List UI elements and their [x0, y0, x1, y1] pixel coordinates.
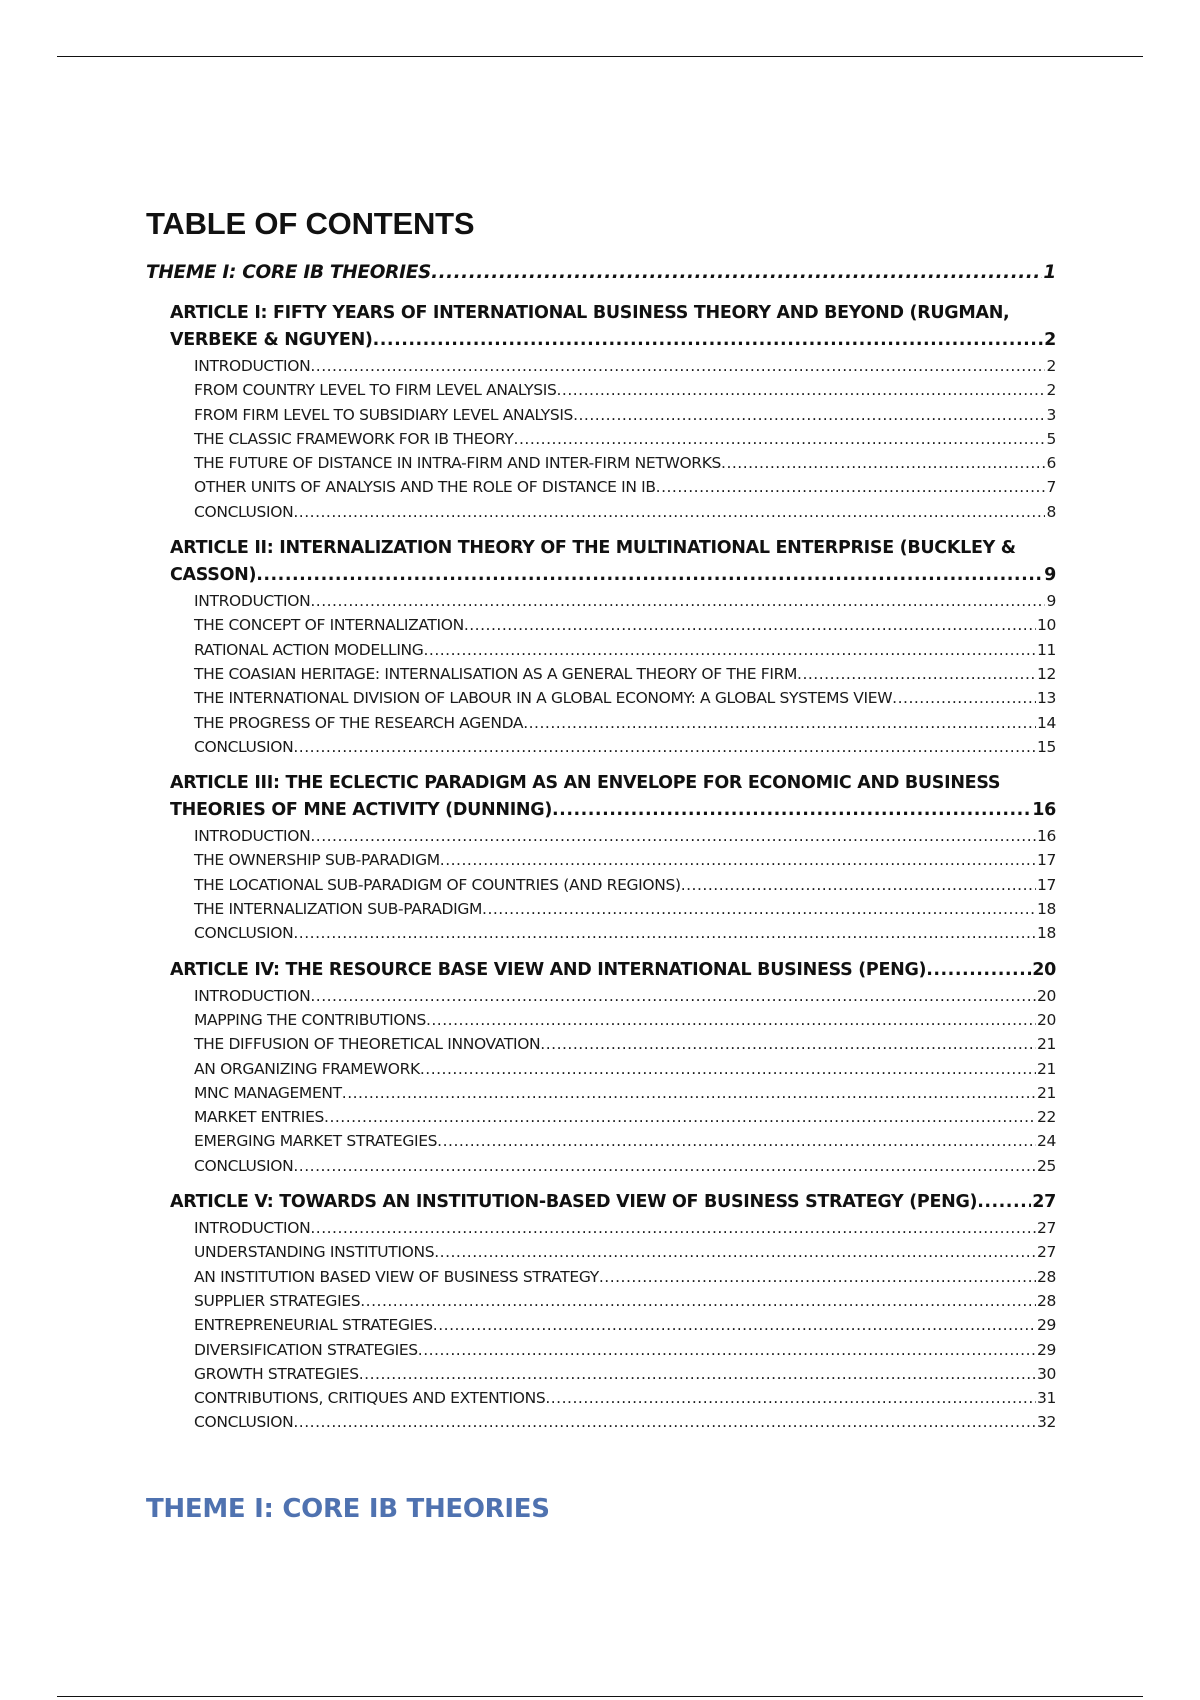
toc-entry-page: 17	[1036, 875, 1056, 894]
toc-entry-section[interactable]	[194, 1313, 1056, 1337]
toc-entry-label: ENTREPRENEURIAL STRATEGIES	[194, 1316, 433, 1335]
dot-leader	[514, 427, 1046, 451]
toc-article-title-line: ARTICLE I: FIFTY YEARS OF INTERNATIONAL BUSINESS THEORY AND BEYOND (RUGMAN,	[170, 303, 1010, 323]
toc-entry-label: FROM COUNTRY LEVEL TO FIRM LEVEL ANALYSIS	[194, 381, 557, 400]
toc-entry-section[interactable]	[194, 378, 1056, 402]
toc-entry-label: UNDERSTANDING INSTITUTIONS	[194, 1243, 435, 1262]
toc-entry-label: THE OWNERSHIP SUB-PARADIGM	[194, 851, 440, 870]
header-rule	[57, 56, 1143, 57]
toc-entry-section[interactable]	[194, 1240, 1056, 1264]
toc-entry-section[interactable]	[194, 1265, 1056, 1289]
toc-entry-section[interactable]	[194, 848, 1056, 872]
toc-entry-label: MNC MANAGEMENT	[194, 1083, 342, 1102]
dot-leader	[681, 873, 1036, 897]
toc-entry-section[interactable]	[194, 1386, 1056, 1410]
toc-entry-section[interactable]	[194, 897, 1056, 921]
toc-article-title-leader-line	[170, 1189, 1056, 1216]
toc-entry-page: 20	[1032, 959, 1056, 980]
toc-entry-page: 11	[1036, 640, 1056, 659]
dot-leader	[293, 735, 1036, 759]
toc-entry-section[interactable]	[194, 1289, 1056, 1313]
toc-article-block	[146, 1189, 1056, 1435]
dot-leader	[423, 638, 1036, 662]
toc-entry-section[interactable]	[194, 1032, 1056, 1056]
dot-leader	[573, 403, 1045, 427]
toc-entry-section[interactable]	[194, 427, 1056, 451]
dot-leader	[545, 1386, 1036, 1410]
toc-entry-page: 27	[1032, 1192, 1056, 1213]
article-list	[146, 300, 1056, 1435]
toc-article-title-leader-line	[170, 562, 1056, 589]
toc-entry-page: 5	[1046, 429, 1056, 448]
toc-entry-page: 12	[1036, 664, 1056, 683]
toc-entry-section[interactable]	[194, 354, 1056, 378]
dot-leader	[797, 662, 1036, 686]
dot-leader	[426, 1008, 1036, 1032]
toc-entry-section[interactable]	[194, 638, 1056, 662]
dot-leader	[556, 378, 1045, 402]
toc-entry-label: GROWTH STRATEGIES	[194, 1364, 359, 1383]
toc-entry-label: THE CLASSIC FRAMEWORK FOR IB THEORY	[194, 429, 514, 448]
dot-leader	[656, 475, 1046, 499]
toc-title: TABLE OF CONTENTS	[146, 206, 475, 241]
dot-leader	[977, 1189, 1031, 1216]
toc-entry-section[interactable]	[194, 1338, 1056, 1362]
toc-entry-page: 21	[1036, 1083, 1056, 1102]
toc-entry-label: OTHER UNITS OF ANALYSIS AND THE ROLE OF DISTANCE IN IB	[194, 478, 656, 497]
toc-entry-label: THE LOCATIONAL SUB-PARADIGM OF COUNTRIES (AND REGIONS)	[194, 875, 681, 894]
dot-leader	[420, 1057, 1036, 1081]
dot-leader	[599, 1265, 1036, 1289]
dot-leader	[437, 1129, 1036, 1153]
toc-entry-page: 31	[1036, 1389, 1056, 1408]
toc-entry-page: 27	[1036, 1243, 1056, 1262]
dot-leader	[552, 797, 1031, 824]
toc-entry-section[interactable]	[194, 873, 1056, 897]
toc-entry-article-4[interactable]	[170, 957, 1056, 984]
toc-entry-page: 7	[1046, 478, 1056, 497]
toc-entry-page: 29	[1036, 1316, 1056, 1335]
dot-leader	[310, 354, 1045, 378]
toc-entry-theme-1[interactable]	[146, 258, 1056, 288]
toc-entry-page: 16	[1032, 800, 1056, 821]
toc-article-title-leader-line	[170, 797, 1056, 824]
dot-leader	[293, 1410, 1036, 1434]
toc-entry-page: 27	[1036, 1219, 1056, 1238]
dot-leader	[324, 1105, 1036, 1129]
section-heading-theme-1: THEME I: CORE IB THEORIES	[146, 1494, 550, 1524]
toc-entry-page: 21	[1036, 1035, 1056, 1054]
toc-entry-section[interactable]	[194, 921, 1056, 945]
dot-leader	[293, 1154, 1036, 1178]
toc-article-block	[146, 770, 1056, 945]
toc-entry-section[interactable]	[194, 711, 1056, 735]
toc-entry-label: ARTICLE IV: THE RESOURCE BASE VIEW AND INTERNATIONAL BUSINESS (PENG)	[170, 959, 927, 980]
toc-entry-label: THEORIES OF MNE ACTIVITY (DUNNING)	[170, 800, 553, 821]
toc-entry-page: 2	[1046, 357, 1056, 375]
toc-entry-page: 2	[1044, 330, 1056, 350]
toc-entry-section[interactable]	[194, 824, 1056, 848]
toc-entry-article-2[interactable]	[170, 535, 1056, 589]
toc-entry-label: AN INSTITUTION BASED VIEW OF BUSINESS STRATEGY	[194, 1267, 599, 1286]
toc-article-title-line: ARTICLE III: THE ECLECTIC PARADIGM AS AN ENVELOPE FOR ECONOMIC AND BUSINESS	[170, 773, 1001, 794]
dot-leader	[293, 500, 1045, 524]
footer-rule	[57, 1696, 1143, 1697]
toc-entry-article-1[interactable]	[170, 300, 1056, 354]
toc-entry-page: 13	[1036, 689, 1056, 708]
dot-leader	[721, 451, 1045, 475]
toc-entry-label: CONTRIBUTIONS, CRITIQUES AND EXTENTIONS	[194, 1389, 546, 1408]
toc-entry-section[interactable]	[194, 1008, 1056, 1032]
toc-entry-section[interactable]	[194, 1362, 1056, 1386]
toc-article-title-leader-line	[170, 327, 1056, 354]
toc-entry-label: FROM FIRM LEVEL TO SUBSIDIARY LEVEL ANALYSIS	[194, 405, 574, 424]
dot-leader	[433, 1313, 1036, 1337]
toc-entry-page: 17	[1036, 851, 1056, 870]
toc-entry-label: INTRODUCTION	[194, 827, 311, 846]
toc-entry-page: 8	[1046, 502, 1056, 521]
toc-article-block	[146, 535, 1056, 759]
toc-entry-page: 9	[1044, 565, 1056, 586]
toc-entry-article-3[interactable]	[170, 770, 1056, 824]
toc-entry-section[interactable]	[194, 589, 1056, 613]
toc-entry-page: 9	[1046, 592, 1056, 611]
toc-entry-section[interactable]	[194, 1057, 1056, 1081]
toc-entry-label: THE CONCEPT OF INTERNALIZATION	[194, 616, 464, 635]
toc-entry-label: CONCLUSION	[194, 1156, 294, 1175]
dot-leader	[310, 589, 1045, 613]
toc-entry-page: 21	[1036, 1059, 1056, 1078]
toc-entry-label: THE INTERNATIONAL DIVISION OF LABOUR IN A GLOBAL ECONOMY: A GLOBAL SYSTEMS VIEW	[194, 689, 893, 708]
toc-entry-label: INTRODUCTION	[194, 986, 311, 1005]
toc-entry-section[interactable]	[194, 686, 1056, 710]
toc-entry-section[interactable]	[194, 735, 1056, 759]
toc-entry-page: 29	[1036, 1340, 1056, 1359]
toc-article-block	[146, 957, 1056, 1178]
toc-entry-label: RATIONAL ACTION MODELLING	[194, 640, 424, 659]
toc-entry-page: 24	[1036, 1132, 1056, 1151]
toc-entry-label: CASSON)	[170, 565, 257, 586]
toc-entry-page: 6	[1046, 454, 1056, 473]
toc-entry-label: VERBEKE & NGUYEN)	[170, 330, 373, 350]
toc-entry-label: CONCLUSION	[194, 737, 294, 756]
toc-entry-section[interactable]	[194, 475, 1056, 499]
toc-entry-page: 18	[1036, 924, 1056, 943]
dot-leader	[418, 1338, 1036, 1362]
dot-leader	[310, 824, 1036, 848]
toc-entry-label: THE COASIAN HERITAGE: INTERNALISATION AS A GENERAL THEORY OF THE FIRM	[194, 664, 798, 683]
dot-leader	[342, 1081, 1036, 1105]
toc-entry-section[interactable]	[194, 1081, 1056, 1105]
toc-entry-page: 15	[1036, 737, 1056, 756]
toc-entry-article-5[interactable]	[170, 1189, 1056, 1216]
table-of-contents	[146, 258, 1056, 1435]
toc-entry-label: INTRODUCTION	[194, 1219, 311, 1238]
toc-entry-label: MARKET ENTRIES	[194, 1108, 325, 1127]
toc-entry-label: INTRODUCTION	[194, 357, 311, 375]
toc-entry-label: THE INTERNALIZATION SUB-PARADIGM	[194, 900, 483, 919]
toc-entry-label: CONCLUSION	[194, 502, 294, 521]
dot-leader	[431, 258, 1042, 288]
toc-article-title-leader-line	[170, 957, 1056, 984]
dot-leader	[540, 1032, 1036, 1056]
toc-article-block	[146, 300, 1056, 524]
toc-article-title-line: ARTICLE II: INTERNALIZATION THEORY OF THE MULTINATIONAL ENTERPRISE (BUCKLEY &	[170, 538, 1016, 559]
dot-leader	[293, 921, 1036, 945]
toc-entry-section[interactable]	[194, 662, 1056, 686]
toc-entry-label: CONCLUSION	[194, 924, 294, 943]
dot-leader	[523, 711, 1036, 735]
toc-entry-label: EMERGING MARKET STRATEGIES	[194, 1132, 438, 1151]
toc-entry-label: THE PROGRESS OF THE RESEARCH AGENDA	[194, 713, 524, 732]
toc-entry-label: THE DIFFUSION OF THEORETICAL INNOVATION	[194, 1035, 541, 1054]
dot-leader	[482, 897, 1036, 921]
toc-entry-label: INTRODUCTION	[194, 592, 311, 611]
toc-entry-page: 10	[1036, 616, 1056, 635]
dot-leader	[926, 957, 1031, 984]
toc-entry-page: 32	[1036, 1413, 1056, 1432]
dot-leader	[360, 1289, 1036, 1313]
toc-entry-page: 28	[1036, 1267, 1056, 1286]
toc-entry-label: CONCLUSION	[194, 1413, 294, 1432]
dot-leader	[310, 984, 1036, 1008]
dot-leader	[434, 1240, 1036, 1264]
toc-entry-section[interactable]	[194, 403, 1056, 427]
toc-entry-page: 3	[1046, 405, 1056, 424]
toc-entry-page: 16	[1036, 827, 1056, 846]
toc-entry-label: THE FUTURE OF DISTANCE IN INTRA-FIRM AND INTER-FIRM NETWORKS	[194, 454, 722, 473]
toc-entry-page: 20	[1036, 1010, 1056, 1029]
toc-entry-label: THEME I: CORE IB THEORIES	[146, 262, 432, 283]
toc-entry-page: 1	[1043, 262, 1056, 283]
toc-entry-section[interactable]	[194, 1154, 1056, 1178]
toc-entry-label: DIVERSIFICATION STRATEGIES	[194, 1340, 418, 1359]
dot-leader	[359, 1362, 1036, 1386]
toc-entry-label: MAPPING THE CONTRIBUTIONS	[194, 1010, 426, 1029]
toc-entry-page: 14	[1036, 713, 1056, 732]
dot-leader	[373, 327, 1043, 354]
toc-entry-section[interactable]	[194, 1105, 1056, 1129]
toc-entry-section[interactable]	[194, 1410, 1056, 1434]
dot-leader	[256, 562, 1043, 589]
dot-leader	[310, 1216, 1036, 1240]
toc-entry-section[interactable]	[194, 1216, 1056, 1240]
toc-entry-section[interactable]	[194, 500, 1056, 524]
toc-entry-section[interactable]	[194, 984, 1056, 1008]
toc-entry-page: 22	[1036, 1108, 1056, 1127]
toc-entry-section[interactable]	[194, 613, 1056, 637]
dot-leader	[440, 848, 1036, 872]
toc-entry-label: ARTICLE V: TOWARDS AN INSTITUTION-BASED VIEW OF BUSINESS STRATEGY (PENG)	[170, 1192, 978, 1213]
toc-entry-page: 18	[1036, 900, 1056, 919]
dot-leader	[464, 613, 1036, 637]
toc-entry-page: 28	[1036, 1291, 1056, 1310]
toc-entry-label: AN ORGANIZING FRAMEWORK	[194, 1059, 420, 1078]
toc-entry-page: 2	[1046, 381, 1056, 400]
dot-leader	[892, 686, 1036, 710]
toc-entry-page: 30	[1036, 1364, 1056, 1383]
toc-entry-page: 25	[1036, 1156, 1056, 1175]
toc-entry-section[interactable]	[194, 451, 1056, 475]
toc-entry-section[interactable]	[194, 1129, 1056, 1153]
toc-entry-label: SUPPLIER STRATEGIES	[194, 1291, 361, 1310]
toc-entry-page: 20	[1036, 986, 1056, 1005]
